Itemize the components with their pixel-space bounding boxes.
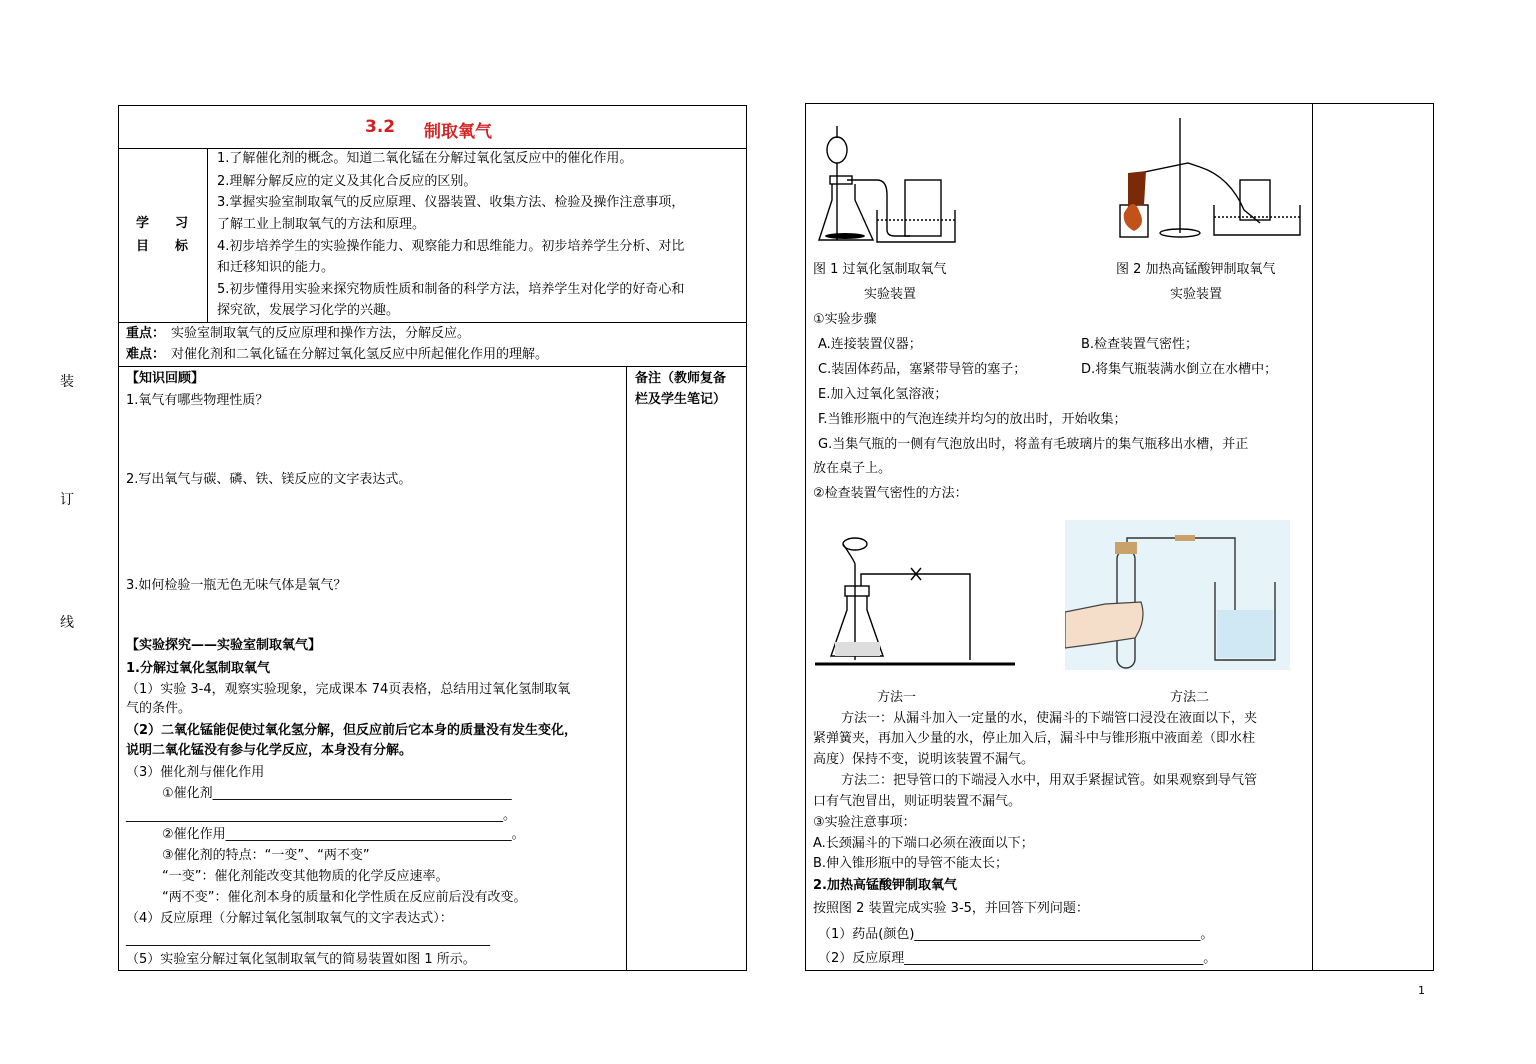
figure-1-caption: 实验装置 [864, 287, 917, 302]
paragraph: 方法二：把导管口的下端浸入水中，用双手紧握试管。如果观察到导气管 [841, 773, 1258, 788]
binding-char-ding: 订 [60, 492, 74, 508]
divider [626, 366, 627, 971]
review-header: 【知识回顾】 [126, 371, 205, 386]
figure-2-caption: 实验装置 [1170, 287, 1223, 302]
paragraph: 紧弹簧夹，再加入少量的水，停止加入后，漏斗中与锥形瓶中液面差（即水柱 [813, 731, 1256, 746]
blank-line: __________________________________________________________。 [126, 808, 516, 823]
paragraph: “两不变”：催化剂本身的质量和化学性质在反应前后没有改变。 [162, 890, 527, 905]
lesson-number: 3.2 [365, 117, 396, 137]
method-2-label: 方法二 [1170, 690, 1210, 705]
binding-char-zhuang: 装 [60, 374, 74, 390]
divider [207, 148, 208, 322]
objective-item: 了解工业上制取氧气的方法和原理。 [217, 217, 426, 232]
blank-line: ________________________________________________________ [126, 932, 490, 947]
paragraph-bold: （2）二氧化锰能促使过氧化氢分解，但反应前后它本身的质量没有发生变化， [126, 723, 578, 738]
paragraph: 按照图 2 装置完成实验 3-5，并回答下列问题： [813, 901, 1089, 916]
paragraph: （1）实验 3-4，观察实验现象，完成课本 74页表格，总结用过氧化氢制取氧 [126, 682, 571, 697]
method-2-figure [1065, 520, 1290, 670]
figure-2-caption: 图 2 加热高锰酸钾制取氧气 [1116, 262, 1276, 277]
key-point-text: 实验室制取氧气的反应原理和操作方法，分解反应。 [171, 326, 471, 341]
method-1-figure [815, 530, 1015, 670]
section-heading: 2.加热高锰酸钾制取氧气 [813, 878, 957, 893]
blank-line: ①催化剂______________________________________________ [162, 786, 512, 801]
question-2: 2.写出氧气与碳、磷、铁、镁反应的文字表达式。 [126, 472, 412, 487]
objective-item: 探究欲，发展学习化学的兴趣。 [217, 303, 400, 318]
step-item: A.连接装置仪器； [818, 337, 922, 352]
divider [118, 322, 747, 323]
paragraph: 气的条件。 [126, 701, 192, 716]
difficulty-text: 对催化剂和二氧化锰在分解过氧化氢反应中所起催化作用的理解。 [171, 347, 549, 362]
paragraph: （4）反应原理（分解过氧化氢制取氧气的文字表达式）： [126, 911, 453, 926]
flask-apparatus-figure [815, 120, 965, 250]
divider [1312, 103, 1313, 971]
binding-char-xian: 线 [60, 615, 74, 631]
paragraph: （3）催化剂与催化作用 [126, 765, 265, 780]
step-item: E.加入过氧化氢溶液； [818, 387, 948, 402]
paragraph: “一变”：催化剂能改变其他物质的化学反应速率。 [162, 869, 449, 884]
step-item: B.检查装置气密性； [1081, 337, 1199, 352]
notes-header: 栏及学生笔记） [635, 392, 727, 407]
page-title: 制取氧气 [424, 122, 492, 142]
step-item: G.当集气瓶的一侧有气泡放出时，将盖有毛玻璃片的集气瓶移出水槽，并正 [818, 437, 1249, 452]
airtight-header: ②检查装置气密性的方法： [813, 486, 968, 501]
steps-header: ①实验步骤 [813, 312, 877, 327]
notes-header: ③实验注意事项： [813, 815, 916, 830]
objective-item: 2.理解分解反应的定义及其化合反应的区别。 [217, 174, 477, 189]
objective-item: 5.初步懂得用实验来探究物质性质和制备的科学方法，培养学生对化学的好奇心和 [217, 282, 685, 297]
page-number: 1 [1418, 984, 1425, 997]
notes-header: 备注（教师复备 [635, 371, 727, 386]
figure-1-caption: 图 1 过氧化氢制取氧气 [813, 262, 947, 277]
section-heading: 1.分解过氧化氢制取氧气 [126, 661, 270, 676]
heating-apparatus-figure [1110, 115, 1310, 240]
objective-item: 和迁移知识的能力。 [217, 260, 335, 275]
blank-line: （2）反应原理______________________________________________。 [818, 951, 1217, 966]
note-item: B.伸入锥形瓶中的导管不能太长； [813, 856, 1009, 871]
method-1-label: 方法一 [877, 690, 917, 705]
objective-item: 3.掌握实验室制取氧气的反应原理、仪器装置、收集方法、检验及操作注意事项， [217, 195, 685, 210]
blank-line: ②催化作用____________________________________________。 [162, 827, 525, 842]
divider [118, 366, 747, 367]
question-3: 3.如何检验一瓶无色无味气体是氧气？ [126, 578, 347, 593]
key-point-label: 重点： [126, 326, 166, 341]
paragraph: 方法一：从漏斗加入一定量的水，使漏斗的下端管口浸没在液面以下，夹 [841, 711, 1258, 726]
objective-item: 1.了解催化剂的概念。知道二氧化锰在分解过氧化氢反应中的催化作用。 [217, 151, 633, 166]
paragraph: 高度）保持不变，说明该装置不漏气。 [813, 752, 1035, 767]
note-item: A.长颈漏斗的下端口必须在液面以下； [813, 836, 1034, 851]
paragraph-bold: 说明二氧化锰没有参与化学反应，本身没有分解。 [126, 743, 413, 758]
step-item: C.装固体药品，塞紧带导管的塞子； [818, 362, 1027, 377]
objective-item: 4.初步培养学生的实验操作能力、观察能力和思维能力。初步培养学生分析、对比 [217, 239, 685, 254]
blank-line: （1）药品(颜色)____________________________________________。 [818, 927, 1214, 942]
objectives-label: 目 标 [136, 239, 189, 254]
paragraph: （5）实验室分解过氧化氢制取氧气的简易装置如图 1 所示。 [126, 952, 476, 967]
step-item: 放在桌子上。 [813, 461, 892, 476]
question-1: 1.氧气有哪些物理性质？ [126, 393, 269, 408]
paragraph: ③催化剂的特点：“一变”、“两不变” [162, 848, 370, 863]
difficulty-label: 难点： [126, 347, 166, 362]
step-item: D.将集气瓶装满水倒立在水槽中； [1081, 362, 1278, 377]
objectives-label: 学 习 [136, 216, 189, 231]
step-item: F.当锥形瓶中的气泡连续并均匀的放出时，开始收集； [818, 412, 1127, 427]
explore-header: 【实验探究——实验室制取氧气】 [126, 638, 322, 653]
paragraph: 口有气泡冒出，则证明装置不漏气。 [813, 794, 1022, 809]
